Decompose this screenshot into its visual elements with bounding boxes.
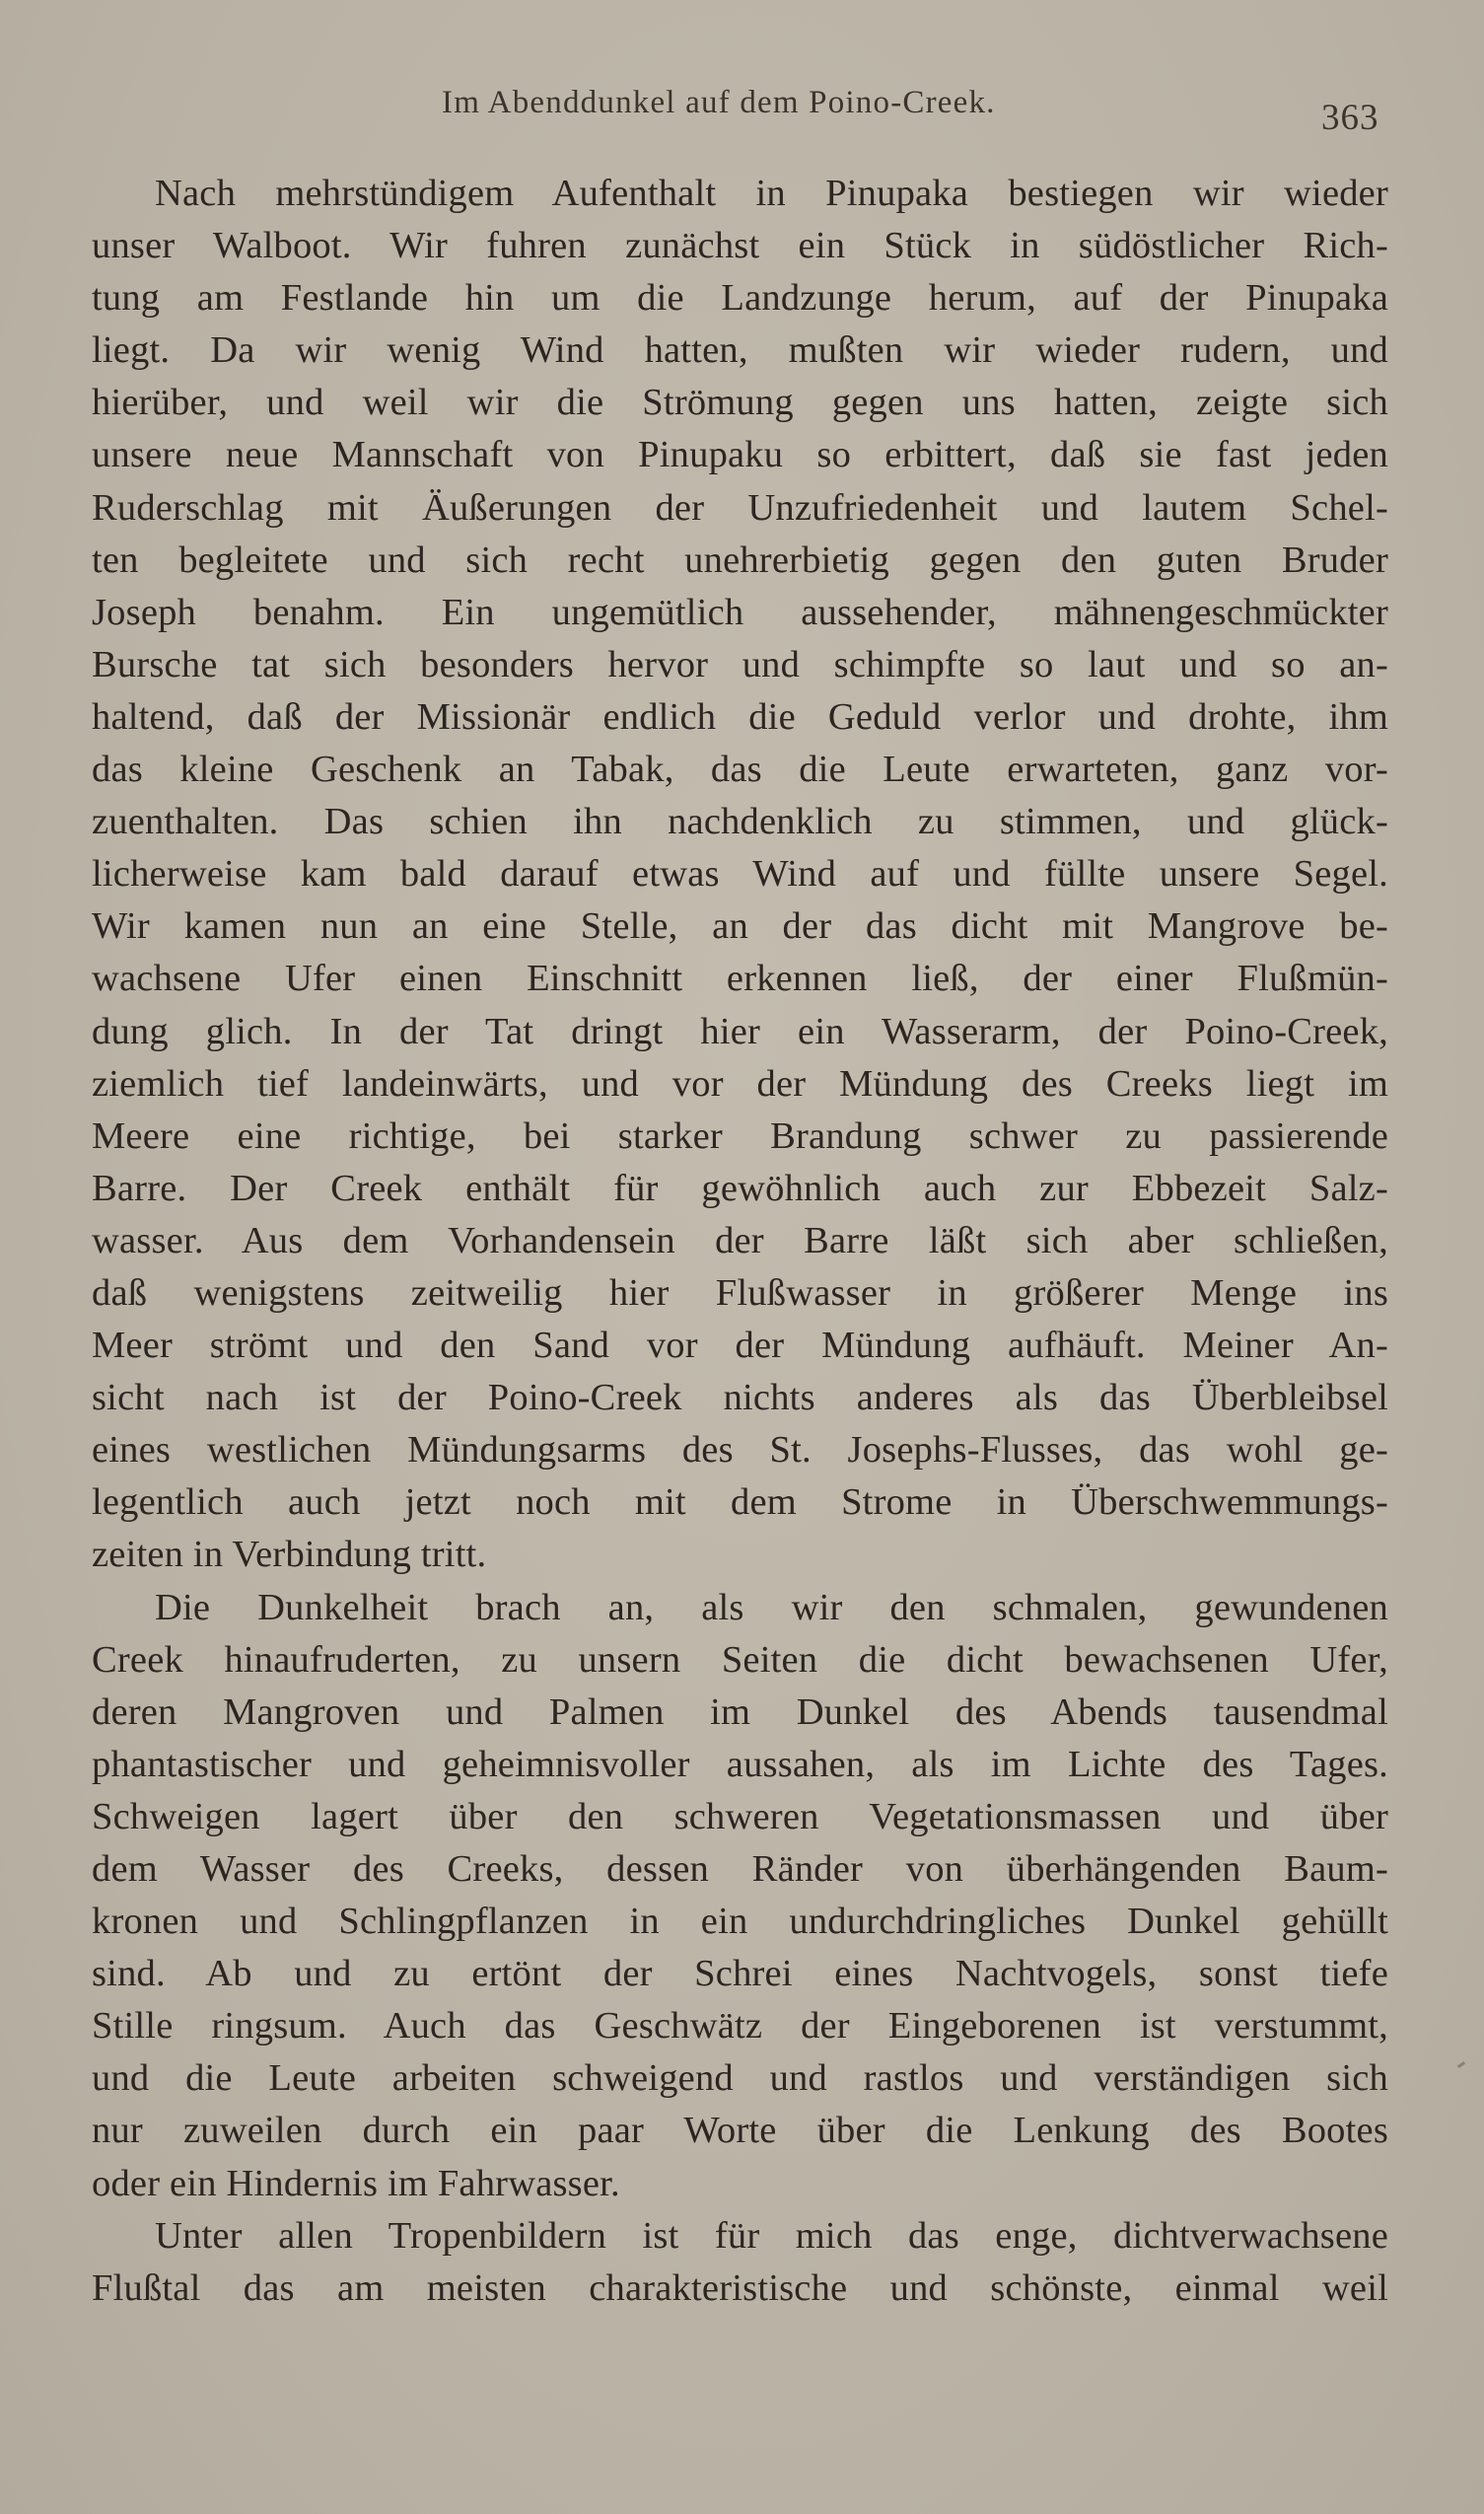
text-line: dem Wasser des Creeks, dessen Ränder von überhängenden Baum- [92,1848,1388,1890]
text-line: haltend, daß der Missionär endlich die Geduld verlor und drohte, ihm [92,695,1388,738]
text-line: wasser. Aus dem Vorhandensein der Barre läßt sich aber schließen, [92,1219,1388,1261]
text-line: eines westlichen Mündungsarms des St. Josephs-Flusses, das wohl ge- [92,1429,1388,1472]
text-line: Ruderschlag mit Äußerungen der Unzufriedenheit und lautem Schel- [92,486,1388,529]
text-line: daß wenigstens zeitweilig hier Flußwasser in größerer Menge ins [92,1271,1388,1314]
text-line: phantastischer und geheimnisvoller aussahen, als im Lichte des Tages. [92,1743,1388,1785]
text-line: Wir kamen nun an eine Stelle, an der das dicht mit Mangrove be- [92,905,1388,948]
text-line: Joseph benahm. Ein ungemütlich aussehender, mähnengeschmückter [92,591,1388,633]
text-line: sicht nach ist der Poino-Creek nichts anderes als das Überbleibsel [92,1377,1388,1419]
text-line: dung glich. In der Tat dringt hier ein Wasserarm, der Poino-Creek, [92,1010,1388,1052]
paper-speck [1457,2061,1465,2068]
text-line: licherweise kam bald darauf etwas Wind auf und füllte unsere Segel. [92,853,1388,896]
text-line: das kleine Geschenk an Tabak, das die Leute erwarteten, ganz vor- [92,749,1388,791]
text-line: Meer strömt und den Sand vor der Mündung aufhäuft. Meiner An- [92,1325,1388,1367]
paragraph [92,2210,1388,2315]
text-line: Stille ringsum. Auch das Geschwätz der Eingeborenen ist verstummt, [92,2005,1388,2047]
text-line: Unter allen Tropenbildern ist für mich das enge, dichtverwachsene [155,2214,1388,2257]
running-title: Im Abenddunkel auf dem Poino-Creek. [442,85,996,120]
text-line: und die Leute arbeiten schweigend und rastlos und verständigen sich [92,2057,1388,2100]
page-number: 363 [1321,98,1379,138]
text-line: Schweigen lagert über den schweren Vegetationsmassen und über [92,1795,1388,1837]
text-line: nur zuweilen durch ein paar Worte über die Lenkung des Bootes [92,2110,1388,2152]
text-line: Die Dunkelheit brach an, als wir den schmalen, gewundenen [155,1586,1388,1628]
text-line: ten begleitete und sich recht unehrerbietig gegen den guten Bruder [92,539,1388,581]
text-line: oder ein Hindernis im Fahrwasser. [92,2162,620,2204]
running-head [0,85,1484,138]
text-line: ziemlich tief landeinwärts, und vor der Mündung des Creeks liegt im [92,1062,1388,1105]
paragraph [92,168,1388,1582]
text-line: unsere neue Mannschaft von Pinupaku so erbittert, daß sie fast jeden [92,434,1388,476]
text-line: unser Walboot. Wir fuhren zunächst ein Stück in südöstlicher Rich- [92,225,1388,267]
text-line: tung am Festlande hin um die Landzunge herum, auf der Pinupaka [92,277,1388,320]
text-line: Flußtal das am meisten charakteristische und schönste, einmal weil [92,2266,1388,2309]
text-line: sind. Ab und zu ertönt der Schrei eines Nachtvogels, sonst tiefe [92,1953,1388,1995]
text-line: Nach mehrstündigem Aufenthalt in Pinupaka bestiegen wir wieder [155,173,1388,214]
text-line: zeiten in Verbindung tritt. [92,1534,487,1576]
text-line: Meere eine richtige, bei starker Brandung schwer zu passierende [92,1114,1388,1157]
text-line: zuenthalten. Das schien ihn nachdenklich zu stimmen, und glück- [92,801,1388,843]
text-line: Bursche tat sich besonders hervor und schimpfte so laut und so an- [92,643,1388,685]
text-line: liegt. Da wir wenig Wind hatten, mußten wir wieder rudern, und [92,329,1388,372]
text-line: deren Mangroven und Palmen im Dunkel des Abends tausendmal [92,1690,1388,1733]
text-line: Barre. Der Creek enthält für gewöhnlich auch zur Ebbezeit Salz- [92,1167,1388,1209]
body-text [92,168,1388,2315]
text-line: kronen und Schlingpflanzen in ein undurchdringliches Dunkel gehüllt [92,1901,1388,1943]
text-line: wachsene Ufer einen Einschnitt erkennen ließ, der einer Flußmün- [92,958,1388,1000]
text-line: Creek hinaufruderten, zu unsern Seiten die dicht bewachsenen Ufer, [92,1638,1388,1681]
text-line: hierüber, und weil wir die Strömung gegen uns hatten, zeigte sich [92,382,1388,424]
paragraph [92,1582,1388,2210]
text-line: legentlich auch jetzt noch mit dem Strome in Überschwemmungs- [92,1481,1388,1524]
